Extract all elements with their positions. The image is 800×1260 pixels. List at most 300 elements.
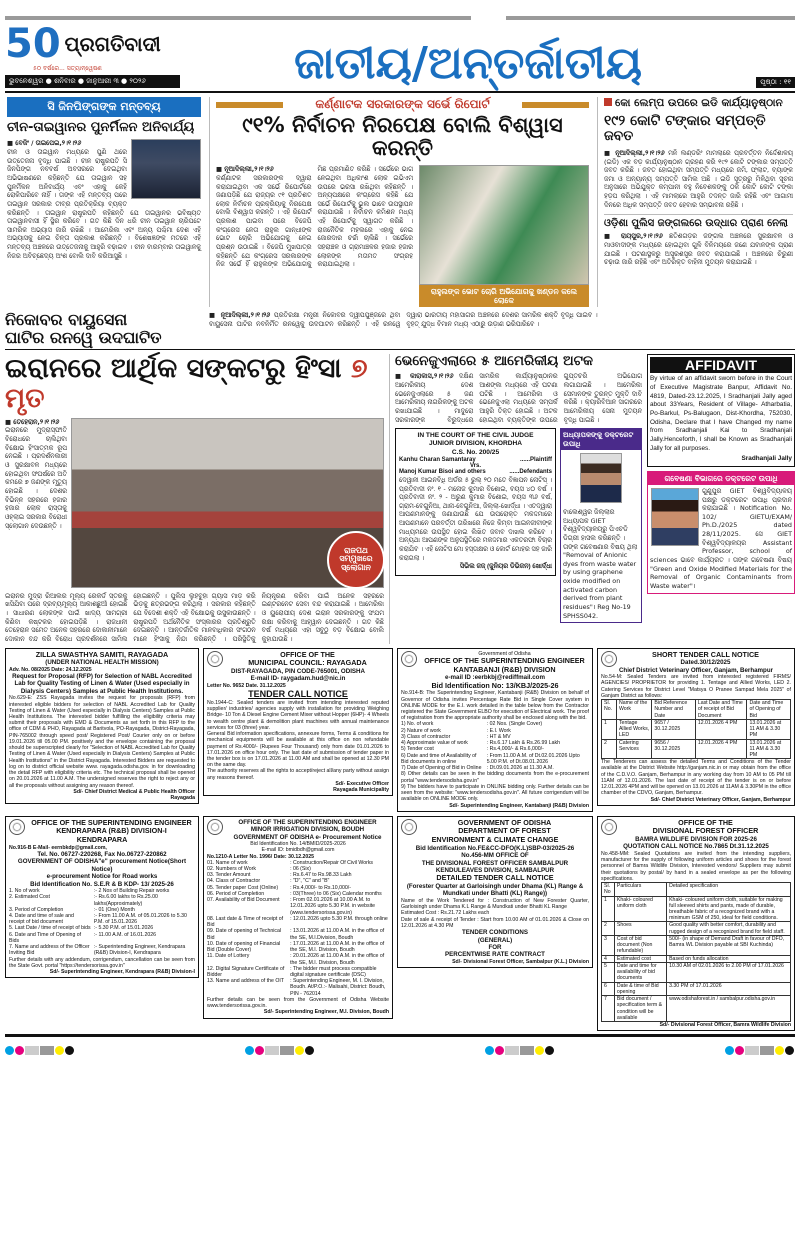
field-value: :- 01 (One) Month (93, 906, 135, 913)
field-label: 05. Tender paper Cost (Online) (207, 884, 279, 891)
odisha-emblem-icon (207, 651, 223, 667)
ad-text: Further details with any addendum, corrigendum, cancellation can be seen from the State Govt. portal "https://tendersorissa.gov.in" (9, 956, 195, 969)
affidavit-notice (647, 354, 795, 466)
field-value: : E.I. Work (486, 727, 511, 734)
odisha-emblem-icon (401, 651, 417, 667)
registration-mark (520, 1046, 534, 1055)
registration-mark (255, 1046, 264, 1055)
ad-list-item (207, 978, 389, 997)
ad-list-item (207, 941, 389, 953)
article-iran (5, 354, 390, 643)
ad-list-item (207, 953, 389, 965)
field-value: : Rs.4,000/- to Rs.10,000/- (290, 884, 351, 891)
field-value: : The bidder must process compatible digital signature certificate (DSC) (290, 965, 377, 978)
ad-heading: (Forester Quarter at Garloisingh under Dhama (KL) Range & Mundkati under Bhatti (KL) Range)) (406, 883, 584, 898)
field-label: 11. Date of Lottery (207, 953, 250, 960)
masthead-tagline: ୫୦ ବର୍ଷରେ... ସତ୍ୟାନ୍ୱେଷଣ (33, 65, 102, 72)
ad-heading: KANTABANJI (R&B) DIVISION (453, 664, 556, 674)
table-cell: 4 (602, 955, 615, 962)
table-cell: 1 (602, 719, 617, 739)
rayagada-municipal-ad (203, 648, 393, 797)
article-headline-line2: ଘାଟିର ରନୱେ ଉଦଘାଟିତ (5, 327, 162, 347)
court-notice-body: ଦେୱାନୀ ଆଇନବିଧି ଅର୍ଡର ୫ ରୁଲ୍ ୨୦ ମତେ ବିଜ୍ଞାପନ ନୋଟିସ୍ । ପ୍ରତିବାଦୀ ନଂ. ୧ - ମନୋଜ କୁମାର ବିଶୋଇ, ବୟସ ୪୦ ବର୍ଷ । ପ୍ରତିବାଦୀ ନଂ. ୨ - ଅରୁଣ କୁମାର ବିଶୋଇ, ବୟସ ୩୬ ବର୍ଷ, ଗ୍ରାମ-ବେଗୁନିଆ, ଥାନା-ବେଗୁନିଆ, ଜିଲ୍ଲା-ଖୋର୍ଦ୍ଧା । ଏତଦ୍ୱାରା ଆପଣମାନଙ୍କୁ ଜଣାଯାଉଛି ଯେ ଉପରୋକ୍ତ ମକଦ୍ଦମାରେ ଆପଣମାନେ ପରବର୍ତ୍ତୀ ତାରିଖରେ ନିଜେ କିମ୍ବା ଆଇନଜୀବୀଙ୍କ ମାଧ୍ୟମରେ ଉପସ୍ଥିତ ହୋଇ ଲିଖିତ ଜବାବ ଦାଖଲ କରିବେ । ଅନ୍ୟଥା ଆପଣଙ୍କ ଅନୁପସ୍ଥିତିରେ ମକଦ୍ଦମାର ଏକତରଫା ବିଚାର କରାଯିବ । ଏହି ନୋଟିସ ମୋ ହସ୍ତାକ୍ଷର ଓ କୋର୍ଟ ମୋହର ସହ ଜାରି କରାଗଲା । (399, 476, 552, 562)
kantabanji-rb-ad (397, 648, 593, 812)
table-cell: Date and time for availability of bid documents (614, 962, 666, 982)
registration-mark (735, 1046, 744, 1055)
ad-signature: Rayagada Municipality (333, 787, 389, 794)
ad-heading: Bid Identification No.FE&CC-DFO(K.L)SBP-03/2025-26 (415, 844, 575, 852)
article-kicker: କର୍ଣ୍ଣାଟକ ସରକାରଙ୍କ ସର୍ଭେ ରିପୋର୍ଟ (216, 97, 589, 112)
field-label: 2. Estimated Cost (9, 894, 50, 901)
bamra-wildlife-ad (597, 816, 795, 1031)
table-cell: Date and Time of Opening of Bid (747, 700, 791, 720)
ad-text: No.629-E: ZSS Rayagada invites the request for proposals (RFP) from interested eligible bidders for selection of NABL Accredited Lab for Quality Testing of Linen & Water (Used especially in Dialysis Centers) Samples at Public Health Institutions. The interested bidder fulfilling the eligibility criteria may submit their proposals with EMD & Documents as set forth in this RFP to the office of CDM & PHO, Rayagada at Baritvola, PO-Rayagada, District-Rayagada, PIN-765002 through speed post/ Registered Post/ Courier only on or before 19.01.2026 till 05.00 PM. positively and the envelope containing the proposal should be superscripted clearly for "Selection of NABL Accredited Lab for Quality Testing of Linen & Water (Used especially in Dialysis Centers) Samples at Public Health Institutions" in the District Rayagada. Interested Bidders are requested to log on to district official website www. rayagada.odisha.gov. in for downloading the detail RFP with eligibility criteria etc. The technical proposal shall be opened on 20.01.2026 at 11.00 A.M. The undersigned reserves the right to reject any or all the proposals without assigning any reason thereof. (9, 695, 195, 789)
subarticle-dateline: ■ ରାୟପୁର,୨।୧।୨୬ (604, 232, 663, 241)
ad-heading: Bid Identification No. S.E.R & B KDP- 13/ 2025-26 (30, 880, 174, 888)
ad-list-item (401, 753, 589, 765)
field-value: : Dt.09.01.2026 at 11.30 A.M. (486, 765, 554, 772)
field-value: : Rs.4,000/- & Rs.6,000/- (486, 746, 544, 753)
table-cell: 13.01.2026 at 11 AM & 3.30 PM (747, 739, 791, 759)
field-value: : 06 (Six) (290, 865, 311, 872)
ad-heading: BAMRA WILDLIFE DIVISION FOR 2025-26 (635, 836, 757, 844)
ad-heading: DIST-RAYAGADA, PIN CODE-765001, ODISHA (231, 667, 365, 675)
ad-signature: Sd/- Chief District Medical & Public Health Officer (73, 788, 195, 795)
court-name: IN THE COURT OF THE CIVIL JUDGE (417, 432, 534, 440)
ad-text: No.914-B: The Superintending Engineer, Kantabanji (R&B) Division on behalf of Governor of Odisha invites Percentage Rate Bid in Single Cover system in ONLINE MODE for the E.I. work detailed in the table below from the Contractor registered the State Government ELBO for execution of Electrical work. The proof of registration from the appropriate authority shall be enclosed along with the bid. (401, 690, 589, 722)
registration-mark (745, 1046, 759, 1055)
field-value: : Superintending Engineer, M. I. Division, Boudh. At/P.O.:- Malisahi, District: Boudh, PIN - 762014 (290, 978, 386, 997)
field-label: 12. Digital Signature Certificate of Bidder (207, 965, 285, 978)
article-nicobar-body (209, 311, 795, 346)
field-label: 1. No of work (9, 888, 40, 895)
table-header (602, 700, 791, 720)
ad-list-item (207, 916, 389, 928)
article-kicker: କୋ ଲେମ୍ପ ଉପରେ ଇଡି କାର୍ଯ୍ୟାନୁଷ୍ଠାନ (604, 97, 793, 110)
table-row (602, 962, 791, 982)
ad-heading: ZILLA SWASTHYA SAMITI, RAYAGADA (35, 649, 169, 659)
ad-heading: KENDRAPARA (76, 835, 128, 845)
table-cell: Cost of bid document (Non refundable) (614, 935, 666, 955)
article-kicker: ସି ଜିନପିଙ୍ଗଙ୍କ ମନ୍ତବ୍ୟ (7, 97, 201, 117)
ad-signature: Rayagada (170, 795, 195, 802)
defendant-role: ......Defendants (509, 468, 552, 475)
photo-badge: ରାଜପଥ ସମ୍ମୁଖରେ ସ୍ଲୋଗାନ (327, 531, 385, 589)
field-label: 5. Last Date / time of receipt of bids (9, 925, 91, 932)
registration-mark (760, 1046, 774, 1055)
table-cell: 2 (602, 739, 617, 759)
kendrapara-rb-ad (5, 816, 199, 979)
sambalpur-forest-ad (397, 816, 593, 968)
zilla-swasthya-samiti-ad (5, 648, 199, 805)
ganjam-veterinary-ad (597, 648, 795, 806)
dateline-bar: ଭୁବନେଶ୍ୱର ● ଶନିବାର ● ଜାନୁଆରୀ ୩ ● ୨୦୨୬ (5, 75, 180, 88)
table-row (602, 719, 791, 739)
article-iran-body: ଇରାନର ମୁଦ୍ରା ରିଆଲର ମୂଲ୍ୟ ରେକର୍ଡ ସ୍ତରକୁ ଖସିଯିବା ପରେ ଦ୍ରବ୍ୟମୂଲ୍ୟ ଆକାଶଛୁଆଁ ହୋଇଛି । ସାଧାରଣ ଲୋକଙ୍କ ପାଇଁ ଖାଦ୍ୟ ସାମଗ୍ରୀ କିଣିବା କଷ୍ଟକର ହୋଇପଡ଼ିଛି । ରାଜଧାନୀ ତେହେରାନ ସମେତ ଅନେକ ସହରରେ ଦୋକାନୀମାନେ ଦୋକାନ ବନ୍ଦ କରି ବିରୋଧ ପ୍ରଦର୍ଶନରେ ସାମିଲ ହୋଇଛନ୍ତି । ପୁଲିସ ଲୁହବୁହା ଗ୍ୟାସ ମାଡ଼ କରି ଭିଡ଼କୁ ଛତ୍ରଭଙ୍ଗ କରିଥିଲା । ସରକାର କହିଛନ୍ତି ଯେ ବିଦେଶୀ ଶକ୍ତି ଏହି ବିକ୍ଷୋଭକୁ ଉସୁକାଉଛନ୍ତି । ରାଷ୍ଟ୍ରପତି ଅର୍ଥନୈତିକ ସଂସ୍କାରର ପ୍ରତିଶ୍ରୁତି ଦେଇଛନ୍ତି । ଆନ୍ତର୍ଜାତିକ ମାନବାଧିକାର ସଂଗଠନ ମାନେ ହିଂସାକୁ ନିନ୍ଦା କରିଛନ୍ତି । ପରିସ୍ଥିତିକୁ ନିୟନ୍ତ୍ରଣ କରିବା ପାଇଁ ଅନେକ ସହରରେ ଇଣ୍ଟରନେଟ ସେବା ବନ୍ଦ କରାଯାଇଛି । ଆମେରିକା ଓ ୟୁରୋପୀୟ ଦେଶ ଇରାନ ସରକାରଙ୍କୁ ସଂଯମ ରକ୍ଷା କରିବାକୁ ଆହ୍ୱାନ ଦେଇଛନ୍ତି । ଗତ କିଛି ବର୍ଷ ମଧ୍ୟରେ ଏହା ସବୁଠୁ ବଡ଼ ବିକ୍ଷୋଭ ବୋଲି କୁହାଯାଉଛି । (5, 591, 384, 644)
defendant-name: Manoj Kumar Bisoi and others (399, 468, 486, 475)
field-label: 07. Availability of Bid Document (207, 897, 280, 904)
table-cell: Sl. No (602, 883, 615, 896)
table-cell: Based on funds allocation (667, 955, 791, 962)
ad-signature: Sd/- Superintending Engineer, Kantabanji (R&B) Division (449, 802, 589, 809)
ad-heading: GOVERNMENT OF ODISHA e- Procurement Notice (233, 833, 382, 841)
table-row (602, 935, 791, 955)
registration-mark (65, 1046, 74, 1055)
field-label: 01. Name of work (207, 859, 248, 866)
table-cell: Detailed specification (667, 883, 791, 896)
odisha-emblem-icon (207, 819, 223, 835)
field-label: 08. Last date & Time of receipt of Bid (207, 915, 284, 929)
field-value: :- Rs.6.00 lakhs to Rs.25.00 lakhs(Approximately) (93, 894, 158, 907)
ad-heading: QUOTATION CALL NOTICE No.7865 Dt.31.12.2025 (623, 843, 769, 851)
ad-text: Letter No. 9652 Date. 31.12.2025 (207, 682, 286, 689)
doctorate-title: ଅଧ୍ୟାପକଙ୍କୁ ଡକ୍ଟରେଟ ଉପାଧି (561, 429, 641, 450)
article-dateline: ■ ନୂଆଦିଲ୍ଲୀ,୨।୧।୨୬ (209, 311, 271, 320)
article-dateline: ■ କାରାକାସ,୨।୧।୨୬ (395, 372, 454, 381)
registration-mark (280, 1046, 294, 1055)
ad-text: No.1944-C: Sealed tenders are invited from intending interested reputed supplier/ industries/ agencies supply with installation for providing Weighing Bridge- 10 Ton & Diesel Engine Cement Mixer without Hopper (6HP)- 4 Wheels to wealth centre plant & demolition plant machines with annual maintenance services for 03 (three) year. (207, 699, 389, 731)
registration-mark (15, 1046, 24, 1055)
xi-jinping-photo (131, 139, 201, 199)
case-number: C.S. No. 200/25 (451, 448, 500, 456)
table-cell: 10.30 AM of 02.01.2026 to 2.00 PM of 17.01.2026 (667, 962, 791, 982)
ad-heading: KENDRAPARA (R&B) DIVISION-I (56, 826, 167, 836)
masthead (5, 20, 795, 91)
ad-heading: GOVERNMENT OF ODISHA"e" procurement Notice(Short Notice) (17, 858, 187, 873)
field-label: 3) Class of contractor (401, 733, 451, 740)
table-cell: 13.01.2026 at 11 AM & 3.30 PM (747, 719, 791, 739)
article-body: ମନି ଲଣ୍ଡରିଂ ମାମଲାରେ ପ୍ରବର୍ତ୍ତନ ନିର୍ଦ୍ଦେଶାଳୟ (ଇଡି) ଏକ ବଡ଼ କାର୍ଯ୍ୟାନୁଷ୍ଠାନ ଗ୍ରହଣ କରି ୧୯୨ କୋଟି ଟଙ୍କାର ସମ୍ପତ୍ତି ଜବତ କରିଛି । ଜବତ ହୋଇଥିବା ସମ୍ପତ୍ତି ମଧ୍ୟରେ ଜମି, ଫ୍ଲାଟ, ବ୍ୟାଙ୍କ ଜମା ଓ ଅନ୍ୟାନ୍ୟ ସମ୍ପତ୍ତି ସାମିଲ ଅଛି । ଇଡି ସୂତ୍ରରୁ ମିଳିଥିବା ସୂଚନା ଅନୁସାରେ ଅଭିଯୁକ୍ତ କମ୍ପାନୀ ବହୁ ନିବେଶକଙ୍କୁ ଠକି କୋଟି କୋଟି ଟଙ୍କା ହଡ଼ପ କରିଥିଲା । ଏହି ମାମଲାରେ ଆହୁରି ତଦନ୍ତ ଜାରି ରହିଛି ଏବଂ ଆଗାମୀ ଦିନରେ ଅଧିକ ସମ୍ପତ୍ତି ଜବତ ହେବାର ସମ୍ଭାବନା ରହିଛି । (604, 148, 793, 209)
table-row (602, 982, 791, 995)
article-dateline: ■ ନୂଆଦିଲ୍ଲୀ,୨।୧।୨୬ (216, 165, 274, 174)
field-value: :- 5.30 P.M. of 15.01.2026 (93, 925, 154, 932)
masthead-name: ପ୍ରଗତିବାଦୀ (64, 32, 161, 56)
field-value: : 13.01.2026 at 11.00 A.M. in the office of the SE, M.I.Division, Boudh (290, 928, 385, 941)
odisha-emblem-icon (401, 819, 417, 835)
section-title: ଜାତୀୟ/ଅନ୍ତର୍ଜାତୀୟ (294, 37, 643, 89)
field-label: 06. Period of Completion (207, 890, 265, 897)
doctorate-body: ବାଲେଶ୍ୱର ଜିଲ୍ଲାର ଅଧ୍ୟାପକ GIET ବିଶ୍ୱବିଦ୍ୟାଳୟରୁ ପିଏଚଡି ଡିଗ୍ରୀ ହାସଲ କରିଛନ୍ତି । ତାଙ୍କ ଗବେଷଣାର ବିଷୟ ଥିଲା "Removal of Anionic dyes from waste water by using graphene oxide modified on activated carbon derived from plant residues"। Reg No-19 SPHSS042. (563, 507, 638, 620)
table-cell: Catering Services (616, 739, 651, 759)
ad-heading: (GENERAL) (477, 936, 513, 944)
ad-heading: No.456-MM OFFICE OF (461, 852, 529, 860)
field-label: 5) Tender cost (401, 746, 434, 753)
field-label: 1) No. of work (401, 721, 434, 728)
registration-marks (5, 1037, 795, 1061)
ad-text: Further details can be seen from the Government of Odisha Website www.tendersorissa.gov.in. (207, 996, 389, 1010)
court-notice-signature: ସିଭିଲ ଜଜ୍ (ଜୁନିୟର ଡିଭିଜନ) ଖୋର୍ଦ୍ଧା (459, 563, 552, 571)
article-china-taiwan (5, 97, 203, 307)
field-label: 4) Approximate value of work (401, 740, 468, 747)
registration-mark (245, 1046, 254, 1055)
field-label: 10. Date of opening of Financial Bid (Double Cover) (207, 940, 281, 954)
article-body: କର୍ଣ୍ଣାଟକ ସରକାରଙ୍କ ଦ୍ୱାରା କରାଯାଇଥିବା ଏକ ସର୍ଭେ ରିପୋର୍ଟରେ ଜଣାପଡ଼ିଛି ଯେ ରାଜ୍ୟର ୯୧ ପ୍ରତିଶତ ଲୋକ ନିର୍ବାଚନ ପ୍ରକ୍ରିୟାକୁ ନିରପେକ୍ଷ ବୋଲି ବିଶ୍ୱାସ କରନ୍ତି । ଏହି ରିପୋର୍ଟ ପ୍ରକାଶ ପାଇବା ପରେ ବିଜେପି କଂଗ୍ରେସ ନେତା ରାହୁଲ ଗାନ୍ଧୀଙ୍କ ଭୋଟ ଚୋରି ଅଭିଯୋଗକୁ ନେଇ ପ୍ରଶ୍ନ ଉଠାଇଛି । ବିଜେପି ମୁଖପାତ୍ର କହିଛନ୍ତି ଯେ କଂଗ୍ରେସ ସରକାରଙ୍କ ନିଜ ସର୍ଭେ ହିଁ ରାହୁଲଙ୍କ ଅଭିଯୋଗକୁ ମିଛ ପ୍ରମାଣିତ କରିଛି । ସର୍ଭେରେ ଭାଗ ନେଇଥିବା ଅଧିକାଂଶ ଲୋକ ଇଭିଏମ ଉପରେ ଭରସା ରଖିଥିବା କହିଛନ୍ତି । ଅନ୍ୟପକ୍ଷରେ କଂଗ୍ରେସ କହିଛି ଯେ ସର୍ଭେ ରିପୋର୍ଟକୁ ଭୁଲ ଭାବେ ଉପସ୍ଥାପନ କରାଯାଉଛି । ନିର୍ବାଚନ କମିଶନ ମଧ୍ୟ ଏହି ରିପୋର୍ଟକୁ ସ୍ୱାଗତ କରିଛି । ରାଜନୈତିକ ମହଲରେ ଏହାକୁ ନେଇ ଜୋରଦାର ଚର୍ଚ୍ଚା ଚାଲିଛି । ସର୍ଭେରେ ସହରାଞ୍ଚଳ ଓ ଗ୍ରାମାଞ୍ଚଳର ହଜାର ହଜାର ଲୋକଙ୍କ ମତାମତ ସଂଗ୍ରହ କରାଯାଇଥିଲା । (216, 165, 413, 269)
middle-section (5, 354, 795, 643)
ad-heading: FOR (488, 943, 502, 951)
photo-caption: ରାହୁଲଙ୍କ ଭୋଟ ଚୋରି ଅଭିଯୋଗକୁ ଖଣ୍ଡନ କଲେ ଲୋକେ (419, 285, 589, 307)
fifty-years-logo: 50 (5, 21, 61, 67)
field-label: 09. Date of opening of Technical Bid (207, 928, 282, 941)
registration-mark (505, 1046, 519, 1055)
registration-marks-center-right (485, 1040, 555, 1059)
field-label: 7) Date of Opening of Bid in Online (401, 765, 482, 772)
table-cell: 6 (602, 982, 615, 995)
registration-mark (40, 1046, 54, 1055)
article-dateline: ■ ନୂଆଦିଲ୍ଲୀ,୨।୧।୨୬ (604, 148, 665, 157)
ad-heading: TENDER CONDITIONS (461, 929, 528, 937)
field-value: :- From 11.00 A.M. of 05.01.2026 to 5.30 P.M. of 15.01.2026 (93, 913, 187, 926)
doctorate-photo (651, 488, 699, 546)
table-cell: 5 (602, 962, 615, 982)
table-cell: Particulars (614, 883, 666, 896)
ad-text: General Bid information specifications, annexure forms, Terms & conditions for mechanical equipments will be available at this office on non refundable payment of Rs.4000/- (Rupees Four Thousand) only from date 01.01.2026 to 17.01.2026 on office hour only. The last date of submission of tender paper in the tender box is on 17.01.2026 at 11.00 AM and shall be opened at 12.30 PM on the same day. (207, 731, 389, 769)
article-body: ପ୍ରତିରକ୍ଷା ମନ୍ତ୍ରୀ ନିକୋବର ଦ୍ୱୀପପୁଞ୍ଜରେ ଥିବା ବାୟୁସେନା ଘାଟିର ନବନିର୍ମିତ ରନୱେକୁ ଉଦଘାଟନ କରିଛନ୍ତି । ଏହି ରନୱେ ଦ୍ୱାରା ଭାରତୀୟ ମହାସାଗର ଅଞ୍ଚଳରେ ଦେଶର ସାମରିକ ଶକ୍ତି ବୃଦ୍ଧି ପାଇବ । ବୃହତ୍ ଯୁଦ୍ଧ ବିମାନ ମଧ୍ୟ ଏଠାରୁ ଉଡ଼ାଣ ଭରିପାରିବେ । (209, 311, 598, 328)
field-value: : 12.01.2026 upto 5.30 P.M. through online (290, 915, 388, 922)
article-venezuela (395, 354, 642, 424)
top-rule-right (506, 16, 795, 20)
field-label: 7. Name and address of the Officer Inviting Bid (9, 944, 90, 957)
ad-heading: PERCENTWISE RATE CONTRACT (445, 951, 545, 959)
field-label: 3. Period of Completion (9, 906, 64, 913)
court-notice (395, 428, 556, 576)
registration-mark (775, 1046, 784, 1055)
field-value: : From 11.00 A.M. of Dt.02.01.2026 Upto 5.00 P.M. of Dt.08.01.2026 (486, 752, 580, 765)
versus-label: Vrs. (469, 462, 481, 469)
ad-table (601, 882, 791, 1022)
masthead-brand (5, 21, 180, 88)
field-value: :- 11.00 A.M. of 16.01.2026 (93, 931, 157, 938)
table-row (602, 955, 791, 962)
registration-mark (265, 1046, 279, 1055)
middle-column (395, 354, 642, 623)
ad-table (601, 699, 791, 759)
table-cell: 500/- (in shape of Demand Draft in favour of DFO, Bamra WL Division payable at SBI Kuchinda) (667, 935, 791, 955)
registration-mark (495, 1046, 504, 1055)
article-karnataka-survey (209, 97, 591, 307)
affidavit-body: By virtue of an affidavit sworn before in the Court of Executive Magistrate Banpur, Affidavit No. 4819, Dated-23.12.2025, I Sradhanjali Jally aged about 33Years, Resident of Village- Atharbatia, Po-Barkul, Ps-Balugaon, Dist-Khordha, 752030, Odisha, Declare that I have Changed my name from Sradhanjali Kai to Sradhanjali Jally.Henceforth, I shall be Known as Sradhanjali Jally for all purposes. (650, 375, 792, 452)
ad-heading: E-mail ID- raygadam.hud@nic.in (250, 675, 346, 683)
ad-heading: TENDER CALL NOTICE (248, 689, 348, 700)
registration-mark (305, 1046, 314, 1055)
field-value: :- Superintending Engineer, Kendrapara (R&B) Division-I, Kendrapara (93, 944, 186, 957)
court-division: JUNIOR DIVISION, KHORDHA (428, 440, 523, 448)
ad-list-item (9, 894, 195, 906)
ad-text: No.54-M: Sealed Tenders are invited from interested registered FIRMS/ AGENCIES/ PROPRIETOR for providing 1. Tentage and Allied Works, LED 2. Catering Services for District Level "Matsya O Pranee Sampad Mela 2025" of Ganjam District as follows: (601, 674, 791, 699)
ad-text: 9) The bidders have to participate in ONLINE bidding only. Further details can be seen from the website: "www.tendersodisha.gov.in". All future corrigendum will be available on ONLINE MODE only. (401, 783, 589, 803)
odisha-emblem-icon (601, 819, 617, 835)
field-label: 02. Numbers of Work (207, 865, 256, 872)
ad-signature: Sd/- Superintending Engineer, Kendrapara (R&B) Division-I (49, 969, 195, 976)
article-iran-lead: ■ ତେହେରାନ,୨।୧।୨୬ ଇରାନରେ ମୁଦ୍ରାସ୍ଫୀତି ବିରୋଧରେ ଚାଲିଥିବା ବିକ୍ଷୋଭ ହିଂସାତ୍ମକ ରୂପ ନେଇଛି । ପ୍ରଦର୍ଶନକାରୀ ଓ ସୁରକ୍ଷାବଳ ମଧ୍ୟରେ ହୋଇଥିବା ସଂଘର୍ଷରେ ଅତି କମରେ ୭ ଜଣଙ୍କ ମୃତ୍ୟୁ ହୋଇଛି । ଦେଶର ବିଭିନ୍ନ ସହରରେ ହଜାର ହଜାର ଲୋକ ରାସ୍ତାକୁ ଓହ୍ଲାଇ ସରକାର ବିରୋଧୀ ସ୍ଲୋଗାନ ଦେଉଛନ୍ତି । (5, 417, 67, 530)
registration-marks-right (725, 1040, 795, 1059)
odisha-emblem-icon (9, 819, 25, 835)
doctorate-body: ଗୁଣୁପୁର GIET ବିଶ୍ୱବିଦ୍ୟାଳୟ ପକ୍ଷରୁ ଡକ୍ଟରେଟ ଉପାଧି ପ୍ରଦାନ କରାଯାଇଛି । Notification No. 102/ GIETU/EXAM/ Ph.D./2025 dated 28/11/2025. ସେ GIET ବିଶ୍ୱବିଦ୍ୟାଳୟର Assistant Professor, school of sciences ଭାବେ କାର୍ଯ୍ୟରତ । ତାଙ୍କ ଗବେଷଣା ବିଷୟ "Green and Oxide Modified Materials for the Removal of Organic Contaminants from Waste water"। (650, 486, 792, 590)
ad-text: No.1210-A Letter No. 1996/ Date: 30.12.2025 (207, 853, 315, 860)
field-label: 6. Date and Time of Opening of Bids (9, 931, 82, 944)
ad-list-item (9, 913, 195, 925)
ad-signature: Sd/- Divisional Forest Officer, Sambalpur (K.L.) Division (452, 958, 589, 965)
ad-heading: e-procurement Notice for Road works (46, 873, 158, 881)
ad-signature: Sd/- Chief District Veterinary Officer, Ganjam, Berhampur (650, 796, 791, 803)
field-value: : 20.01.2026 at 11.00 A.M. in the office of the SE, M.I. Division, Boudh (290, 953, 385, 966)
ad-text: Date of sale & receipt of Tender : Start from 10.00 AM of 01.01.2026 & Close on 12.01.2026 at 4.30 PM (401, 916, 589, 929)
field-value: : 03(Three) to 06 (Six) Calendar months (290, 890, 382, 897)
article-headline: ୧୯୨ କୋଟି ଟଙ୍କାର ସମ୍ପତ୍ତି ଜବତ (604, 113, 766, 145)
ad-heading: DIVISIONAL FOREST OFFICER (652, 826, 759, 836)
table-cell: 2 (602, 922, 615, 935)
field-label: 4. Date and time of sale and receipt of bid document (9, 913, 74, 926)
ad-heading: DETAILED TENDER CALL NOTICE (436, 873, 554, 883)
ad-heading: OFFICE OF THE (678, 817, 733, 827)
table-cell: 3 (602, 935, 615, 955)
top-articles (5, 97, 795, 307)
table-cell: Estimated cost (614, 955, 666, 962)
table-cell: Name of the Work (616, 700, 651, 720)
plaintiff-role: ......Plaintiff (519, 456, 552, 463)
registration-marks-center-left (245, 1040, 315, 1059)
odisha-emblem-icon (601, 651, 617, 667)
article-headline: ଚୀନ-ତାଇୱାନର ପୁନର୍ମିଳନ ଅନିବାର୍ଯ୍ୟ (7, 120, 195, 136)
ad-text: The Tenderers can assess the detailed Terms and Conditions of the Tender available at the District Website http://ganjam.nic.in or may obtain from the office of the C.D.V.O. Ganjam, Berhampur in any working day from 10 AM to 05 PM till 11AM of 12.01.2026. The last date of receipt of the tender is on or before 12.01.2026 4PM and will be opened on 13.01.2026 at 11AM & 3.30PM in the office chamber of the CDVO, Ganjam, Berhampur. (601, 759, 791, 797)
table-cell: Date & time of Bid opening (614, 982, 666, 995)
ad-heading: OFFICE OF THE SUPERINTENDING ENGINEER (238, 818, 377, 826)
iran-protest-photo (71, 418, 384, 588)
doctorate-notice-2 (647, 471, 795, 594)
ad-list-item (9, 944, 195, 956)
table-cell: Shoes (614, 922, 666, 935)
table-cell: 7 (602, 996, 615, 1022)
field-value: : From 02.01.2026 at 10.00 A.M. to 12.01.2026 upto 5.30 P.M. in website (www.tendersorissa.gov.in) (290, 897, 376, 916)
registration-mark (535, 1046, 544, 1055)
article-ed-seizure (597, 97, 795, 307)
ad-text: Estimated Cost : Rs.21.72 Lakhs each (401, 910, 490, 917)
table-cell: Tentage Allied Works, LED (616, 719, 651, 739)
table-cell: Sl. No. (602, 700, 617, 720)
registration-mark (545, 1046, 554, 1055)
plaintiff-name: Kanhu Charan Samantaray (399, 456, 476, 463)
ad-text: The authority reserves all the rights to accept/reject all/any party without assign any reasons thereof. (207, 768, 389, 781)
article-body: ଦକ୍ଷିଣ ଆମେରିକୀୟ ଦେଶ ଭେନେଜୁଏଲାରେ ୫ ଜଣ ଆମେରିକୀୟ ନାଗରିକଙ୍କୁ ଅଟକ ରଖାଯାଇଛି । ମାଦୁରୋ ସରକାରଙ୍କ ବିରୁଦ୍ଧରେ ସାମରିକ କାର୍ଯ୍ୟାନୁଷ୍ଠାନର ଆଶଙ୍କା ମଧ୍ୟରେ ଏହି ଘଟଣା ଘଟିଛି । ଆମେରିକା ଓ ଭେନେଜୁଏଲା ମଧ୍ୟରେ ସମ୍ପର୍କ ଆହୁରି ତିକ୍ତ ହୋଇଛି । ଅଟକ ହୋଇଥିବା ବ୍ୟକ୍ତିଙ୍କ ଉପରେ ଗୁପ୍ତଚରି ଅଭିଯୋଗ ଲଗାଯାଇଛି । ଆମେରିକା ସେମାନଙ୍କ ତୁରନ୍ତ ମୁକ୍ତି ଦାବି କରିଛି । କ୍ୟାରିବିଆନ ସାଗରରେ ଆମେରିକୀୟ ସେନା ମୁତୟନ ବୃଦ୍ଧି ପାଇଛି । (395, 372, 642, 424)
article-headline: ଭେନେଜୁଏଲାରେ ୫ ଆମେରିକୀୟ ଅଟକ (395, 353, 593, 370)
rahul-siddaramaiah-photo (419, 165, 589, 285)
ad-heading: KENDULEAVES DIVISION, SAMBALPUR (435, 866, 555, 874)
registration-mark (785, 1046, 794, 1055)
field-label: 6) Date and time of Availability of Bid documents in online (401, 752, 477, 765)
table-cell: Khaki- coloured uniform cloth (614, 896, 666, 922)
table-row (602, 922, 791, 935)
ad-list-item (207, 966, 389, 978)
ad-text: E-mail ID: bmidbdh@gmail.com (261, 847, 335, 854)
ad-text: Adv. No. 08/2025 Date: 24.12.2025 (9, 666, 92, 673)
ad-heading: e-mail ID :eerbkbj@rediffmail.com (445, 674, 545, 682)
field-value: : "D", "C" and "B" (290, 878, 330, 885)
registration-mark (485, 1046, 494, 1055)
ad-heading: Request for Proposal (RFP) for Selection of NABL Accredited Lab for Quality Testing of Linen & Water (Used especially in Dialysis Centers) Samples at Public Health Institutions. (12, 673, 192, 695)
boudh-minor-irrigation-ad (203, 816, 393, 1019)
ad-heading: MUNICIPAL COUNCIL: RAYAGADA (248, 658, 367, 668)
ad-heading: OFFICE OF THE SUPERINTENDING ENGINEER (31, 817, 192, 827)
top-rules (5, 0, 795, 20)
article-dateline: ■ ବେଜିଂ / ତାଇପେଇ,୨।୧।୨୬ (7, 139, 82, 148)
ad-heading: Dated.30/12/2025 (680, 659, 731, 667)
table-row (602, 896, 791, 922)
field-label: 04. Class of Contractor (207, 878, 261, 885)
article-headline: ୯୧% ନିର୍ବାଚନ ନିରପେକ୍ଷ ବୋଲି ବିଶ୍ୱାସ କରନ୍ତି (242, 113, 563, 161)
article-body: ଚୀନ ଓ ତାଇୱାନ ମଧ୍ୟରେ ପୁଣି ଥରେ ଉତ୍ତେଜନା ବୃଦ୍ଧି ପାଇଛି । ଚୀନ ରାଷ୍ଟ୍ରପତି ସି ଜିନପିଙ୍ଗ ନବବର୍ଷ ଅବସରରେ ଦେଇଥିବା ଅଭିଭାଷଣରେ କହିଛନ୍ତି ଯେ ତାଇୱାନ ସହ ପୁନର୍ମିଳନ ଅନିବାର୍ଯ୍ୟ ଏବଂ ଏହାକୁ କେହି ରୋକିପାରିବେ ନାହିଁ । ତାଙ୍କ ଏହି ମନ୍ତବ୍ୟ ପରେ ତାଇୱାନ ସରକାର ତୀବ୍ର ପ୍ରତିକ୍ରିୟା ବ୍ୟକ୍ତ କରିଛନ୍ତି । ତାଇୱାନ ରାଷ୍ଟ୍ରପତି କହିଛନ୍ତି ଯେ ତାଇୱାନର ଭବିଷ୍ୟତ ତାଇୱାନବାସୀ ହିଁ ସ୍ଥିର କରିବେ । ଗତ କିଛି ଦିନ ଧରି ଚୀନ ତାଇୱାନ ଚାରିପଟେ ସାମରିକ ଅଭ୍ୟାସ ଜାରି ରଖିଛି । ଆମେରିକା ଏବଂ ଅନ୍ୟ ପଶ୍ଚିମା ଦେଶ ଏହି ଅଭ୍ୟାସକୁ ନେଇ ଚିନ୍ତା ପ୍ରକାଶ କରିଛନ୍ତି । ବିଶେଷଜ୍ଞଙ୍କ ମତରେ ଏହି ମନ୍ତବ୍ୟ ଅଞ୍ଚଳରେ ଉତ୍ତେଜନାକୁ ଆହୁରି ବଢ଼ାଇବ । ଚୀନ ବାରମ୍ବାର ତାଇୱାନକୁ ନିଜର ଅବିଚ୍ଛେଦ୍ୟ ଅଂଶ ବୋଲି ଦାବି କରିଆସୁଛି । (7, 148, 201, 260)
field-label: 03. Tender Amount (207, 872, 251, 879)
article-headline-line1: ନିକୋବର ବାୟୁସେନା (5, 310, 128, 330)
right-column (647, 354, 795, 593)
field-value: : Rs.6.47 to Rs.98.33 Lakh (290, 872, 352, 879)
registration-mark (5, 1046, 14, 1055)
ad-signature: Sd/- Executive Officer (335, 780, 389, 787)
registration-mark (25, 1046, 39, 1055)
ad-heading: OFFICE OF THE (280, 649, 335, 659)
ad-heading: GOVERNMENT OF ODISHA (457, 817, 552, 827)
table-cell: Bid Reference Number and Date (652, 700, 695, 720)
ad-heading: OFFICE OF THE SUPERINTENDING ENGINEER (424, 655, 585, 665)
ad-heading: Bid Identification No: 13/KBJ/2025-26 (431, 680, 559, 690)
page-number: ପୃଷ୍ଠା : ୧୧ (756, 77, 795, 88)
table-cell: 1 (602, 896, 615, 922)
ad-heading: ENVIRONMENT & CLIMATE CHANGE (431, 835, 559, 845)
table-header (602, 883, 791, 896)
table-cell: 3.30 PM of 17.01.2026 (667, 982, 791, 995)
field-label: 13. Name and address of the OIT (207, 978, 284, 985)
table-cell: www.odishaforest.in / sambalpur.odisha.gov.in (667, 996, 791, 1022)
registration-marks-left (5, 1040, 75, 1059)
table-cell: Khaki- coloured uniform cloth, suitable for making full sleeved shirts and pants, made of durable, breathable fabric of a recognized brand with a minimum GSM of 250, ideal for field conditions. (667, 896, 791, 922)
table-cell: Bid document / specification term & condition will be available (614, 996, 666, 1022)
top-rule-left (5, 16, 471, 20)
table-cell: 12.01.2026 4 PM (695, 719, 747, 739)
ad-signature: Sd/- Divisional Forest Officer, Bamra Wildlife Division (659, 1021, 791, 1028)
table-row (602, 739, 791, 759)
ad-heading: MINOR IRRIGATION DIVISION, BOUDH (250, 826, 365, 834)
registration-mark (725, 1046, 734, 1055)
ad-heading: SHORT TENDER CALL NOTICE (652, 649, 759, 659)
table-cell: Last Date and Time of receipt of Bid Document (695, 700, 747, 720)
field-value: : 02 Nos. (Single Cover) (486, 721, 543, 728)
ad-heading: (UNDER NATIONAL HEALTH MISSION) (45, 659, 159, 667)
affidavit-title: AFFIDAVIT (650, 357, 792, 373)
field-value: : HT & MV (486, 733, 511, 740)
ad-text: Bid Identification No. 14/BMID/2025-2026 (250, 841, 346, 848)
masthead-divider (5, 91, 795, 93)
article-nicobar-runway (5, 311, 795, 350)
ad-text: 8) Other details can be seen in the bidding documents from the e-procurement portal "www.tendersodisha.gov.in" (401, 771, 589, 784)
ad-text: No.916-B E-Mail- eernbkdp@gmail.com, (9, 844, 107, 851)
classified-ads (5, 648, 795, 1032)
table-row (602, 996, 791, 1022)
subarticle-headline: ଓଡ଼ିଶା ପୁଲିସ ଜଙ୍ଗଲରେ ଉଦ୍ଧାର ପ୍ରାଣ ନେଲା (604, 214, 793, 229)
ad-signature: Sd/- Superintending Engineer, M.I. Division, Boudh (263, 1009, 389, 1016)
table-cell: 9657 / 30.12.2025 (652, 719, 695, 739)
doctorate-notice-1 (560, 428, 642, 623)
subarticle-body: ଛତିଶଗଡ଼ର ଜଙ୍ଗଲ ଅଞ୍ଚଳରେ ସୁରକ୍ଷାବଳ ଓ ମାଓବାଦୀଙ୍କ ମଧ୍ୟରେ ହୋଇଥିବା ଗୁଳି ବିନିମୟରେ ଜଣେ ଯବାନଙ୍କ ପ୍ରାଣ ଯାଇଛି । ଘଟଣାସ୍ଥଳରୁ ଅସ୍ତ୍ରଶସ୍ତ୍ର ଜବତ କରାଯାଇଛି । ଅଞ୍ଚଳରେ ଚିରୁଣୀ ଚଢ଼ାଉ ଜାରି ରହିଛି ଏବଂ ଅତିରିକ୍ତ ବାହିନୀ ମୁତୟନ କରାଯାଇଛି । (604, 232, 793, 267)
doctorate-photo (580, 453, 622, 503)
ad-list-item (207, 928, 389, 940)
table-cell: Good quality with better comfort, durability and rugged design of a recognized brand for field staff. (667, 922, 791, 935)
ad-heading: Tel. No. 06727-220268, Fax No.06727-220862 (37, 850, 167, 858)
ad-text: Government of Odisha (478, 650, 531, 657)
ad-list-item (9, 932, 195, 944)
table-cell: 12.01.2026 4 PM (695, 739, 747, 759)
ad-heading: Chief District Veterinary Officer, Ganjam, Berhampur (618, 666, 774, 674)
table-cell: 9656 / 30.12.2025 (652, 739, 695, 759)
article-iran-headline: ଇରାନରେ ଆର୍ଥିକ ସଙ୍କଟରୁ ହିଂସା ୭ ମୃତ (5, 353, 368, 415)
doctorate-title: ଗବେଷଣା ବିଭାଗରେ ଡକ୍ଟରେଟ ଉପାଧି (648, 472, 794, 485)
